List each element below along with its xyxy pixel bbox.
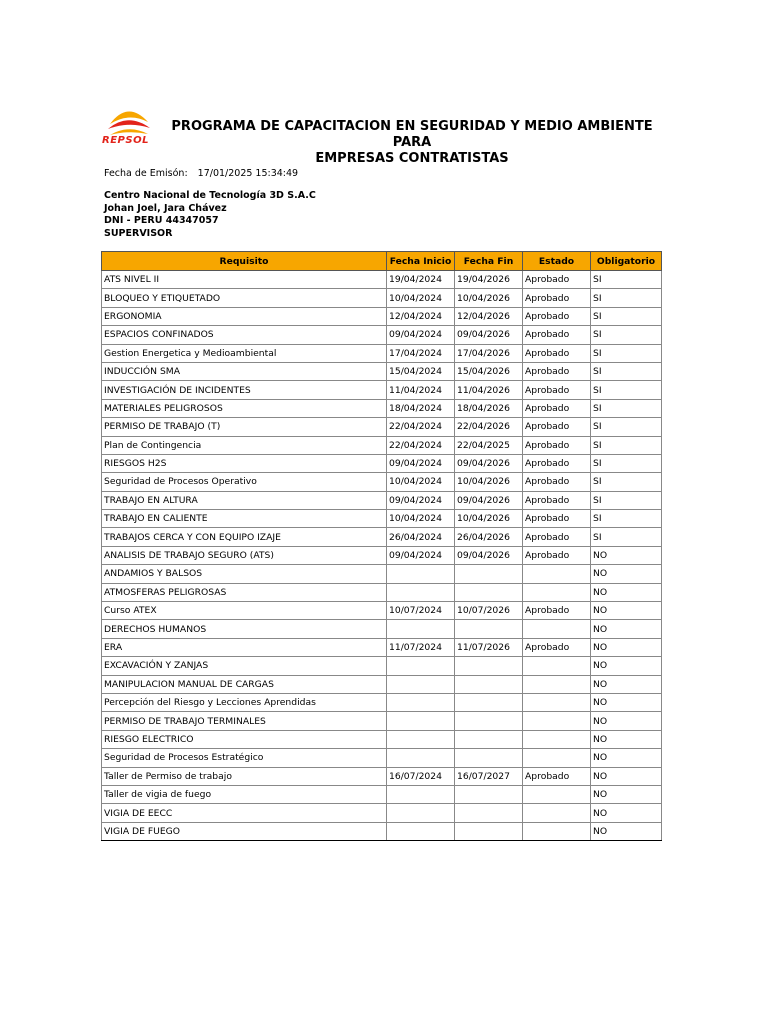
- table-row: [102, 491, 662, 509]
- cell-fecha-inicio: 09/04/2024: [387, 454, 455, 472]
- cell-estado: Aprobado: [523, 418, 591, 436]
- cell-obligatorio: NO: [591, 730, 662, 748]
- cell-fecha-inicio: [387, 804, 455, 822]
- cell-obligatorio: NO: [591, 693, 662, 711]
- cell-fecha-inicio: 16/07/2024: [387, 767, 455, 785]
- cell-fecha-fin: 10/04/2026: [455, 473, 523, 491]
- header-estado: Estado: [523, 252, 591, 271]
- cell-requisito: BLOQUEO Y ETIQUETADO: [102, 289, 387, 307]
- cell-estado: Aprobado: [523, 602, 591, 620]
- cell-requisito: Seguridad de Procesos Estratégico: [102, 749, 387, 767]
- cell-obligatorio: NO: [591, 804, 662, 822]
- table-row: [102, 307, 662, 325]
- cell-fecha-fin: 10/07/2026: [455, 602, 523, 620]
- cell-requisito: Taller de vigia de fuego: [102, 785, 387, 803]
- cell-fecha-inicio: 10/04/2024: [387, 510, 455, 528]
- person-dni: DNI - PERU 44347057: [104, 215, 219, 227]
- table-row: [102, 602, 662, 620]
- cell-obligatorio: SI: [591, 473, 662, 491]
- cell-estado: Aprobado: [523, 289, 591, 307]
- cell-fecha-fin: [455, 730, 523, 748]
- person-role: SUPERVISOR: [104, 227, 173, 239]
- table-row: [102, 675, 662, 693]
- cell-fecha-fin: 09/04/2026: [455, 491, 523, 509]
- cell-fecha-fin: [455, 822, 523, 840]
- cell-estado: Aprobado: [523, 473, 591, 491]
- cell-estado: [523, 785, 591, 803]
- cell-estado: Aprobado: [523, 399, 591, 417]
- cell-obligatorio: SI: [591, 454, 662, 472]
- cell-requisito: VIGIA DE EECC: [102, 804, 387, 822]
- cell-fecha-fin: [455, 565, 523, 583]
- cell-requisito: ANDAMIOS Y BALSOS: [102, 565, 387, 583]
- cell-requisito: Plan de Contingencia: [102, 436, 387, 454]
- cell-requisito: Taller de Permiso de trabajo: [102, 767, 387, 785]
- cell-fecha-inicio: 18/04/2024: [387, 399, 455, 417]
- cell-fecha-inicio: 09/04/2024: [387, 491, 455, 509]
- cell-estado: Aprobado: [523, 491, 591, 509]
- cell-obligatorio: NO: [591, 712, 662, 730]
- cell-estado: Aprobado: [523, 528, 591, 546]
- table-row: [102, 289, 662, 307]
- cell-fecha-inicio: [387, 565, 455, 583]
- cell-requisito: VIGIA DE FUEGO: [102, 822, 387, 840]
- cell-fecha-inicio: 12/04/2024: [387, 307, 455, 325]
- table-body: [102, 271, 662, 841]
- cell-obligatorio: NO: [591, 675, 662, 693]
- cell-fecha-fin: [455, 583, 523, 601]
- cell-fecha-inicio: 15/04/2024: [387, 362, 455, 380]
- cell-requisito: PERMISO DE TRABAJO (T): [102, 418, 387, 436]
- cell-obligatorio: SI: [591, 289, 662, 307]
- cell-estado: [523, 712, 591, 730]
- cell-estado: [523, 657, 591, 675]
- header-obligatorio: Obligatorio: [591, 252, 662, 271]
- cell-fecha-inicio: [387, 675, 455, 693]
- cell-requisito: TRABAJOS CERCA Y CON EQUIPO IZAJE: [102, 528, 387, 546]
- cell-obligatorio: NO: [591, 822, 662, 840]
- table-row: [102, 454, 662, 472]
- cell-requisito: RIESGO ELECTRICO: [102, 730, 387, 748]
- cell-fecha-fin: 15/04/2026: [455, 362, 523, 380]
- cell-requisito: ERGONOMIA: [102, 307, 387, 325]
- cell-fecha-inicio: 19/04/2024: [387, 271, 455, 289]
- table-row: [102, 583, 662, 601]
- cell-fecha-fin: 26/04/2026: [455, 528, 523, 546]
- cell-estado: Aprobado: [523, 326, 591, 344]
- cell-fecha-fin: 22/04/2025: [455, 436, 523, 454]
- table-row: [102, 749, 662, 767]
- table-row: [102, 638, 662, 656]
- cell-requisito: TRABAJO EN CALIENTE: [102, 510, 387, 528]
- cell-obligatorio: SI: [591, 362, 662, 380]
- cell-requisito: EXCAVACIÓN Y ZANJAS: [102, 657, 387, 675]
- table-row: [102, 822, 662, 840]
- cell-obligatorio: NO: [591, 565, 662, 583]
- person-name: Johan Joel, Jara Chávez: [104, 202, 227, 214]
- table-row: [102, 528, 662, 546]
- table-row: [102, 730, 662, 748]
- cell-fecha-fin: 10/04/2026: [455, 510, 523, 528]
- cell-obligatorio: NO: [591, 620, 662, 638]
- cell-fecha-inicio: [387, 785, 455, 803]
- page-title: [160, 119, 664, 167]
- cell-requisito: ANALISIS DE TRABAJO SEGURO (ATS): [102, 546, 387, 564]
- cell-fecha-fin: 12/04/2026: [455, 307, 523, 325]
- title-line-2: EMPRESAS CONTRATISTAS: [315, 151, 509, 166]
- cell-obligatorio: SI: [591, 381, 662, 399]
- cell-fecha-inicio: 26/04/2024: [387, 528, 455, 546]
- cell-estado: Aprobado: [523, 454, 591, 472]
- cell-fecha-inicio: 22/04/2024: [387, 418, 455, 436]
- emission-value: 17/01/2025 15:34:49: [197, 168, 299, 179]
- cell-requisito: Curso ATEX: [102, 602, 387, 620]
- header-fecha-inicio: Fecha Inicio: [387, 252, 455, 271]
- cell-fecha-fin: 17/04/2026: [455, 344, 523, 362]
- cell-requisito: ATMOSFERAS PELIGROSAS: [102, 583, 387, 601]
- table-row: [102, 473, 662, 491]
- cell-requisito: RIESGOS H2S: [102, 454, 387, 472]
- cell-fecha-fin: [455, 675, 523, 693]
- cell-fecha-inicio: 10/04/2024: [387, 289, 455, 307]
- cell-estado: Aprobado: [523, 344, 591, 362]
- cell-estado: [523, 565, 591, 583]
- table-row: [102, 785, 662, 803]
- cell-requisito: Gestion Energetica y Medioambiental: [102, 344, 387, 362]
- cell-fecha-fin: 10/04/2026: [455, 289, 523, 307]
- company-name: Centro Nacional de Tecnología 3D S.A.C: [104, 190, 316, 201]
- header-requisito: Requisito: [102, 252, 387, 271]
- cell-estado: [523, 675, 591, 693]
- cell-fecha-fin: 09/04/2026: [455, 454, 523, 472]
- cell-estado: [523, 822, 591, 840]
- cell-estado: Aprobado: [523, 510, 591, 528]
- emission-label: Fecha de Emisón:: [104, 168, 188, 179]
- cell-requisito: MANIPULACION MANUAL DE CARGAS: [102, 675, 387, 693]
- cell-fecha-inicio: [387, 730, 455, 748]
- table-row: [102, 767, 662, 785]
- cell-fecha-inicio: [387, 822, 455, 840]
- table-row: [102, 693, 662, 711]
- table-row: [102, 510, 662, 528]
- cell-estado: Aprobado: [523, 436, 591, 454]
- cell-obligatorio: SI: [591, 307, 662, 325]
- training-table: [101, 251, 662, 841]
- table-row: [102, 344, 662, 362]
- cell-obligatorio: SI: [591, 271, 662, 289]
- header-fecha-fin: Fecha Fin: [455, 252, 523, 271]
- table-row: [102, 436, 662, 454]
- cell-obligatorio: SI: [591, 326, 662, 344]
- cell-fecha-fin: 09/04/2026: [455, 546, 523, 564]
- cell-obligatorio: NO: [591, 767, 662, 785]
- cell-requisito: INVESTIGACIÓN DE INCIDENTES: [102, 381, 387, 399]
- cell-fecha-fin: 09/04/2026: [455, 326, 523, 344]
- cell-requisito: PERMISO DE TRABAJO TERMINALES: [102, 712, 387, 730]
- cell-estado: [523, 749, 591, 767]
- cell-requisito: Seguridad de Procesos Operativo: [102, 473, 387, 491]
- cell-fecha-inicio: 11/04/2024: [387, 381, 455, 399]
- cell-obligatorio: SI: [591, 436, 662, 454]
- table-row: [102, 326, 662, 344]
- cell-fecha-fin: [455, 804, 523, 822]
- table-row: [102, 620, 662, 638]
- table-row: [102, 362, 662, 380]
- cell-fecha-inicio: 22/04/2024: [387, 436, 455, 454]
- table-row: [102, 418, 662, 436]
- cell-estado: Aprobado: [523, 307, 591, 325]
- table-row: [102, 657, 662, 675]
- cell-requisito: INDUCCIÓN SMA: [102, 362, 387, 380]
- cell-fecha-fin: 11/04/2026: [455, 381, 523, 399]
- cell-obligatorio: SI: [591, 344, 662, 362]
- cell-estado: Aprobado: [523, 381, 591, 399]
- table-row: [102, 804, 662, 822]
- title-line-1: PROGRAMA DE CAPACITACION EN SEGURIDAD Y MEDIO AMBIENTE PARA: [171, 119, 653, 150]
- cell-obligatorio: SI: [591, 528, 662, 546]
- cell-estado: Aprobado: [523, 546, 591, 564]
- cell-obligatorio: NO: [591, 638, 662, 656]
- cell-obligatorio: SI: [591, 418, 662, 436]
- cell-requisito: ERA: [102, 638, 387, 656]
- cell-requisito: DERECHOS HUMANOS: [102, 620, 387, 638]
- cell-estado: Aprobado: [523, 362, 591, 380]
- cell-fecha-inicio: [387, 749, 455, 767]
- table-row: [102, 399, 662, 417]
- table-row: [102, 271, 662, 289]
- cell-obligatorio: NO: [591, 583, 662, 601]
- cell-fecha-fin: 16/07/2027: [455, 767, 523, 785]
- cell-obligatorio: NO: [591, 657, 662, 675]
- cell-requisito: Percepción del Riesgo y Lecciones Aprendidas: [102, 693, 387, 711]
- cell-estado: Aprobado: [523, 638, 591, 656]
- cell-fecha-inicio: 10/04/2024: [387, 473, 455, 491]
- cell-fecha-fin: [455, 712, 523, 730]
- table-header-row: [102, 252, 662, 271]
- table-row: [102, 546, 662, 564]
- cell-fecha-fin: 11/07/2026: [455, 638, 523, 656]
- table-row: [102, 712, 662, 730]
- cell-fecha-fin: [455, 693, 523, 711]
- cell-fecha-inicio: 10/07/2024: [387, 602, 455, 620]
- cell-fecha-inicio: [387, 712, 455, 730]
- cell-fecha-fin: [455, 620, 523, 638]
- cell-obligatorio: NO: [591, 749, 662, 767]
- cell-fecha-fin: 22/04/2026: [455, 418, 523, 436]
- cell-obligatorio: NO: [591, 546, 662, 564]
- cell-fecha-fin: 18/04/2026: [455, 399, 523, 417]
- cell-obligatorio: NO: [591, 785, 662, 803]
- cell-estado: [523, 693, 591, 711]
- cell-estado: [523, 583, 591, 601]
- brand-name: REPSOL: [102, 135, 149, 146]
- cell-requisito: MATERIALES PELIGROSOS: [102, 399, 387, 417]
- cell-estado: [523, 804, 591, 822]
- cell-fecha-inicio: [387, 583, 455, 601]
- emission-date: [104, 168, 298, 179]
- cell-estado: Aprobado: [523, 767, 591, 785]
- cell-fecha-inicio: [387, 693, 455, 711]
- cell-fecha-fin: 19/04/2026: [455, 271, 523, 289]
- cell-fecha-inicio: [387, 657, 455, 675]
- cell-estado: [523, 620, 591, 638]
- cell-obligatorio: SI: [591, 491, 662, 509]
- cell-obligatorio: SI: [591, 399, 662, 417]
- cell-fecha-fin: [455, 749, 523, 767]
- table-row: [102, 381, 662, 399]
- cell-estado: Aprobado: [523, 271, 591, 289]
- cell-requisito: ATS NIVEL II: [102, 271, 387, 289]
- cell-fecha-inicio: 17/04/2024: [387, 344, 455, 362]
- cell-fecha-fin: [455, 657, 523, 675]
- cell-obligatorio: SI: [591, 510, 662, 528]
- table-row: [102, 565, 662, 583]
- person-info: [104, 190, 316, 240]
- cell-fecha-inicio: 09/04/2024: [387, 546, 455, 564]
- cell-obligatorio: NO: [591, 602, 662, 620]
- cell-estado: [523, 730, 591, 748]
- cell-fecha-inicio: [387, 620, 455, 638]
- cell-fecha-inicio: 11/07/2024: [387, 638, 455, 656]
- cell-requisito: ESPACIOS CONFINADOS: [102, 326, 387, 344]
- cell-fecha-fin: [455, 785, 523, 803]
- cell-fecha-inicio: 09/04/2024: [387, 326, 455, 344]
- cell-requisito: TRABAJO EN ALTURA: [102, 491, 387, 509]
